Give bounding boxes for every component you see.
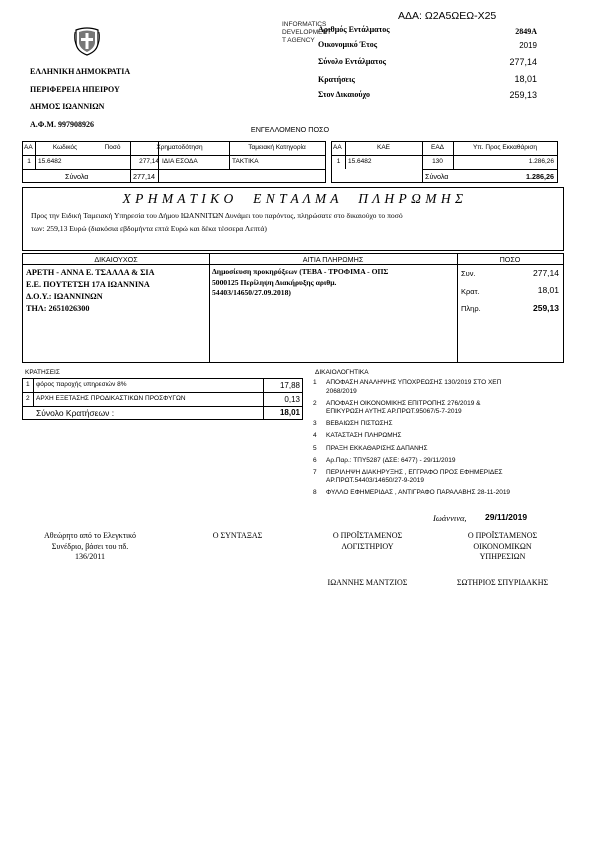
summary-label-1: Αριθμός Εντάλματος — [318, 25, 390, 34]
cell-cash-category: ΤΑΚΤΙΚΑ — [232, 158, 259, 165]
note-line: 136/2011 — [75, 552, 105, 561]
supporting-doc-number: 3 — [313, 420, 317, 428]
supporting-doc-line: ΑΠΟΦΑΣΗ ΟΙΚΟΝΟΜΙΚΗΣ ΕΠΙΤΡΟΠΗΣ 276/2019 & — [326, 399, 481, 407]
cell-code: 15.6482 — [38, 158, 62, 165]
amount-value-total: 277,14 — [533, 268, 559, 278]
col-header-amount: Ποσό — [104, 144, 121, 151]
deduction-aa: 2 — [26, 395, 30, 402]
issuer-block — [30, 63, 130, 133]
title-line: ΟΙΚΟΝΟΜΙΚΩΝ — [473, 541, 532, 551]
engelomeno-left-table — [22, 141, 326, 183]
payment-reason — [212, 267, 388, 299]
issuer-municipality: ΔΗΜΟΣ ΙΩΑΝΝΙΩΝ — [30, 102, 105, 111]
summary-value-4: 18,01 — [514, 74, 537, 84]
supporting-doc-item — [313, 445, 563, 454]
supporting-doc-item — [313, 469, 563, 486]
col-header-aa: ΑΑ — [24, 144, 33, 151]
deductions-total-label: Σύνολο Κρατήσεων : — [36, 408, 115, 418]
payment-order-title: Χ Ρ Η Μ Α Τ Ι Κ Ο Ε Ν Τ Α Λ Μ Α Π Λ Η Ρ Ω Μ Η Σ — [122, 191, 464, 206]
overprint-line: INFORMATICS — [282, 21, 327, 28]
supporting-doc-number: 4 — [313, 432, 317, 440]
beneficiary-details — [26, 267, 155, 315]
payment-table — [22, 253, 564, 363]
amount-value-deductions: 18,01 — [537, 285, 559, 295]
supporting-doc-item — [313, 432, 563, 441]
payment-order-text-line2: των: 259,13 Ευρώ (διακόσια εβδομήντα επτά Ευρώ και δέκα τέσσερα Λεπτά) — [31, 224, 267, 233]
summary-value-5: 259,13 — [509, 90, 537, 100]
issuer-afm: Α.Φ.Μ. 997908926 — [30, 119, 94, 129]
cell-aa: 1 — [336, 158, 341, 165]
issue-date: 29/11/2019 — [485, 512, 528, 522]
supporting-doc-line: ΑΡ.ΠΡΩΤ.54403/14650/27-9-2019 — [326, 477, 424, 485]
greek-coat-of-arms-icon — [73, 26, 101, 56]
payment-order-text-line1: Προς την Ειδική Ταμειακή Υπηρεσία του Δήμου ΙΩΑΝΝΙΤΩΝ Δυνάμει του παρόντος, πληρώσατε στο δικαιούχο το ποσό — [31, 211, 403, 220]
deduction-aa: 1 — [26, 381, 30, 388]
supporting-docs-title: ΔΙΚΑΙΟΛΟΓΗΤΙΚΑ — [315, 369, 369, 376]
col-header-amount: ΠΟΣΟ — [499, 255, 521, 264]
supporting-doc-item — [313, 489, 563, 498]
col-header-reason: ΑΙΤΙΑ ΠΛΗΡΩΜΗΣ — [302, 255, 364, 264]
supporting-doc-number: 5 — [313, 444, 317, 452]
col-header-clearance: Υπ. Προς Εκκαθάριση — [472, 144, 538, 151]
cell-amount: 277,14 — [139, 158, 159, 165]
cell-clearance: 1.286,26 — [528, 158, 554, 165]
title-line: ΛΟΓΙΣΤΗΡΙΟΥ — [341, 541, 394, 551]
summary-label-5: Στον Δικαιούχο — [318, 90, 370, 99]
supporting-doc-item — [313, 420, 563, 429]
summary-value-3: 277,14 — [509, 57, 537, 67]
note-line: Αθεώρητο από το Ελεγκτικό — [44, 531, 136, 540]
left-total-label: Σύνολα — [65, 172, 89, 181]
title-line: Ο ΠΡΟΪΣΤΑΜΕΝΟΣ — [467, 531, 538, 540]
reason-line: Δημοσίευση προκηρύξεων (ΤΕΒΑ - ΤΡΟΦΙΜΑ - ΟΠΣ — [212, 267, 389, 276]
issue-place: Ιωάννινα, — [433, 513, 467, 523]
supporting-doc-line: 2068/2019 — [326, 387, 357, 395]
issuer-region: ΠΕΡΙΦΕΡΕΙΑ ΗΠΕΙΡΟΥ — [30, 84, 120, 94]
col-header-funding: Χρηματοδότηση — [156, 144, 203, 151]
supporting-doc-item — [313, 400, 563, 417]
summary-label-4: Κρατήσεις — [318, 75, 355, 84]
supporting-doc-number: 8 — [313, 489, 317, 497]
col-header-cash-category: Ταμειακή Κατηγορία — [248, 144, 306, 151]
amount-value-payable: 259,13 — [533, 303, 559, 313]
reason-line: 5000125 Περίληψη Διακήρυξης αριθμ. — [212, 277, 337, 287]
supporting-docs-list — [313, 379, 563, 502]
cell-funding: ΙΔΙΑ ΕΣΟΔΑ — [162, 158, 198, 165]
issuer-country: ΕΛΛΗΝΙΚΗ ΔΗΜΟΚΡΑΤΙΑ — [30, 67, 131, 76]
deduction-value: 0,13 — [284, 395, 300, 404]
supporting-doc-line: ΠΕΡΙΛΗΨΗ ΔΙΑΚΗΡΥΞΗΣ , ΕΓΓΡΑΦΟ ΠΡΟΣ ΕΦΗΜΕΡΙΔΕΣ — [326, 468, 503, 476]
payment-order-box — [22, 187, 564, 251]
col-header-beneficiary: ΔΙΚΑΙΟΥΧΟΣ — [94, 255, 138, 264]
amount-label-deductions: Κρατ. — [461, 287, 480, 296]
right-total-value: 1.286,26 — [526, 172, 554, 181]
overprint-line: DEVELOPMENT — [282, 29, 332, 36]
deduction-label: φόρος παροχής υπηρεσιών 8% — [36, 381, 127, 388]
finance-head-name: ΣΩΤΗΡΙΟΣ ΣΠΥΡΙΔΑΚΗΣ — [456, 578, 549, 587]
title-line: ΥΠΗΡΕΣΙΩΝ — [479, 552, 526, 561]
overprint-line: T AGENCY — [282, 37, 315, 44]
beneficiary-line: Ε.Ε. ΠΟΥΤΕΤΣΗ 17Α ΙΩΑΝΝΙΝΑ — [26, 280, 150, 289]
right-total-label: Σύνολα — [425, 172, 449, 181]
beneficiary-line: Δ.Ο.Υ.: ΙΩΑΝΝΙΝΩΝ — [26, 292, 103, 301]
deduction-value: 17,88 — [279, 381, 300, 390]
supporting-doc-line: ΕΠΙΚΥΡΩΣΗ ΑΥΤΗΣ ΑΡ.ΠΡΩΤ.95067/5-7-2019 — [326, 408, 462, 416]
deductions-table — [22, 378, 303, 420]
amount-label-total: Συν. — [461, 269, 476, 278]
left-total-value: 277,14 — [133, 172, 155, 181]
beneficiary-line: ΤΗΛ: 2651026300 — [26, 304, 90, 313]
summary-value-2: 2019 — [519, 41, 537, 50]
composer-signature: Ο ΣΥΝΤΑΞΑΣ — [212, 531, 263, 540]
col-header-ead: ΕΑΔ — [430, 144, 444, 151]
col-header-code: Κωδικός — [52, 144, 78, 151]
supporting-doc-number: 1 — [313, 379, 317, 386]
accounting-head-name: ΙΩΑΝΝΗΣ ΜΑΝΤΖΙΟΣ — [327, 578, 408, 587]
deduction-label: ΑΡΧΗ ΕΞΕΤΑΣΗΣ ΠΡΟΔΙΚΑΣΤΙΚΩΝ ΠΡΟΣΦΥΓΩΝ — [36, 395, 186, 402]
col-header-kae: ΚΑΕ — [376, 144, 390, 151]
deductions-total-value: 18,01 — [279, 408, 300, 417]
engelomeno-right-table — [331, 141, 558, 183]
supporting-doc-number: 2 — [313, 399, 317, 407]
reason-line: 54403/14650/27.09.2018) — [212, 288, 291, 297]
col-header-aa: ΑΑ — [333, 144, 342, 151]
summary-label-3: Σύνολο Εντάλματος — [318, 57, 386, 66]
summary-value-1: 2849Α — [515, 27, 537, 36]
summary-label-2: Οικονομικό Έτος — [318, 40, 378, 49]
ada-code: ΑΔΑ: Ω2Α5ΩΕΩ-Χ25 — [398, 10, 497, 22]
supporting-doc-line: ΒΕΒΑΙΩΣΗ ΠΙΣΤΩΣΗΣ — [326, 420, 393, 428]
supporting-doc-number: 6 — [313, 456, 317, 464]
supporting-doc-line: Αρ.Παρ.: ΤΠΥ5287 (ΔΣΕ: 6477) - 29/11/2019 — [326, 456, 456, 464]
supporting-doc-item — [313, 457, 563, 466]
amount-label-payable: Πληρ. — [461, 304, 481, 313]
beneficiary-line: ΑΡΕΤΗ - ΑΝΝΑ Ε. ΤΣΑΛΛΑ & ΣΙΑ — [26, 268, 155, 277]
supporting-doc-item — [313, 379, 563, 396]
cell-aa: 1 — [27, 158, 31, 165]
finance-head-title — [440, 531, 565, 563]
deductions-title: ΚΡΑΤΗΣΕΙΣ — [25, 369, 60, 376]
supporting-doc-number: 7 — [313, 468, 317, 476]
accounting-head-title — [310, 531, 425, 552]
cell-kae: 15.6482 — [348, 158, 372, 165]
supporting-doc-line: ΚΑΤΑΣΤΑΣΗ ΠΛΗΡΩΜΗΣ — [326, 432, 402, 440]
note-line: Συνέδριο, βάσει του πδ. — [51, 541, 129, 551]
audit-exemption-note — [30, 531, 150, 563]
supporting-doc-line: ΦΥΛΛΟ ΕΦΗΜΕΡΙΔΑΣ , ΑΝΤΙΓΡΑΦΟ ΠΑΡΑΛΑΒΗΣ 28-11-2019 — [326, 489, 511, 497]
cell-ead: 130 — [432, 158, 443, 165]
title-line: Ο ΠΡΟΪΣΤΑΜΕΝΟΣ — [332, 531, 403, 540]
supporting-doc-line: ΑΠΟΦΑΣΗ ΑΝΑΛΗΨΗΣ ΥΠΟΧΡΕΩΣΗΣ 130/2019 ΣΤΟ ΧΕΠ — [326, 379, 502, 386]
supporting-doc-line: ΠΡΑΞΗ ΕΚΚΑΘΑΡΙΣΗΣ ΔΑΠΑΝΗΣ — [326, 444, 428, 452]
engelomeno-title: ΕΝΓΕΛΛΟΜΕΝΟ ΠΟΣΟ — [250, 125, 330, 134]
